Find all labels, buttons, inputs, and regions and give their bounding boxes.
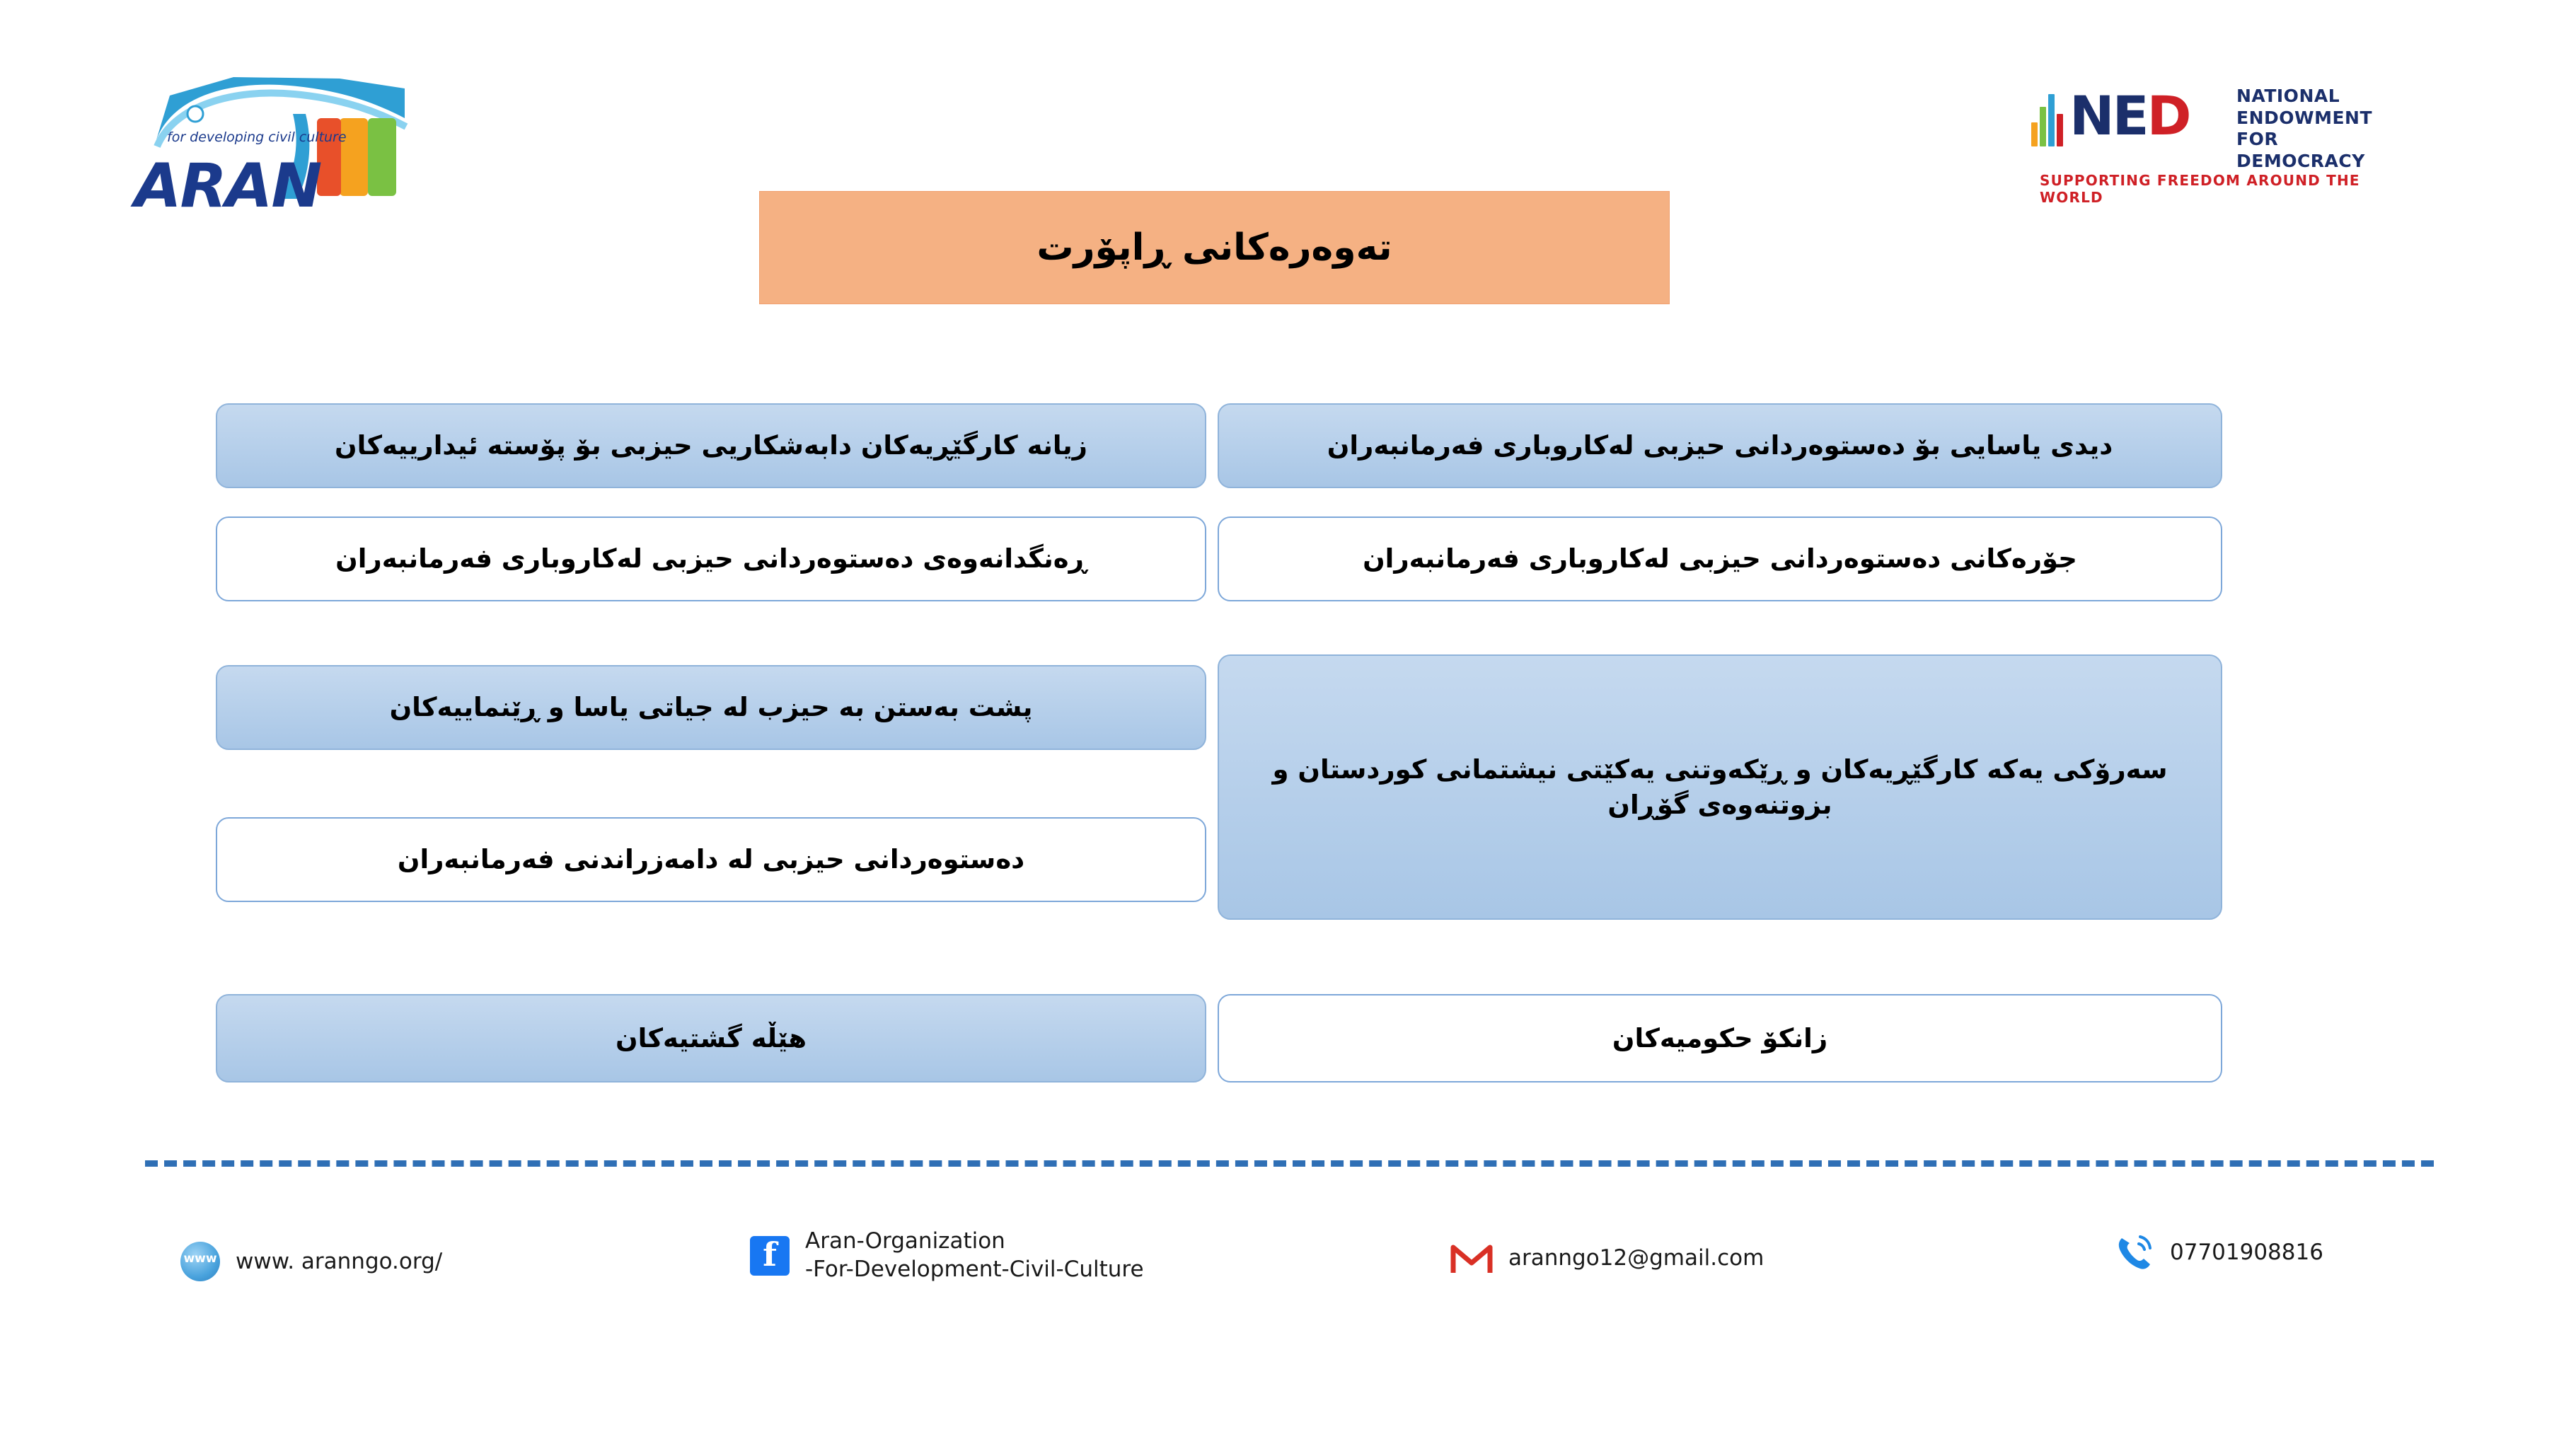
facebook-icon: f [750, 1236, 790, 1276]
aran-logo-wordmark: ARAN [134, 151, 321, 221]
ned-logo-wordmark [2069, 84, 2190, 147]
globe-icon [180, 1242, 220, 1281]
topic-box-left-1: زیانە کارگێڕیەکان دابەشکاریی حیزبی بۆ پۆستە ئیدارییەکان [216, 403, 1206, 488]
ned-logo [2031, 74, 2413, 209]
ned-stack-line-3: FOR [2236, 129, 2279, 149]
ned-logo-bars-icon [2031, 90, 2067, 146]
topic-box-right-3: سەرۆکی یەکە کارگێڕیەکان و ڕێکەوتنی یەکێتی نیشتمانی کوردستان و بزوتنەوەی گۆڕان [1218, 654, 2222, 920]
footer-website-text: www. aranngo.org/ [236, 1249, 443, 1274]
topic-box-left-3: پشت بەستن بە حیزب لە جیاتی یاسا و ڕێنماییەکان [216, 665, 1206, 750]
ned-word-ne: NE [2069, 84, 2147, 147]
footer-facebook-line-2: -For-Development-Civil-Culture [805, 1256, 1144, 1282]
aran-logo [127, 74, 424, 219]
topic-box-right-1: دیدی یاسایی بۆ دەستوەردانی حیزبی لەکاروباری فەرمانبەران [1218, 403, 2222, 488]
ned-logo-subtitle: SUPPORTING FREEDOM AROUND THE WORLD [2040, 172, 2360, 206]
ned-stack-line-2: ENDOWMENT [2236, 107, 2373, 128]
footer-website[interactable] [180, 1242, 442, 1281]
topic-box-left-4: دەستوەردانی حیزبی لە دامەزراندنی فەرمانبەران [216, 817, 1206, 902]
ned-stack-line-1: NATIONAL [2236, 86, 2340, 106]
aran-logo-tagline: for developing civil culture [167, 129, 347, 145]
page-title: تەوەرەکانی ڕاپۆرت [759, 191, 1670, 304]
phone-icon [2112, 1231, 2154, 1274]
footer-facebook-text [805, 1228, 1144, 1283]
ned-stack-line-4: DEMOCRACY [2236, 150, 2365, 171]
footer-divider [145, 1160, 2434, 1167]
ned-logo-stack [2236, 86, 2372, 172]
footer-phone[interactable] [2112, 1231, 2323, 1274]
topic-box-right-2: جۆرەکانی دەستوەردانی حیزبی لەکاروباری فەرمانبەران [1218, 516, 2222, 601]
topic-box-right-4: زانکۆ حکومیەکان [1218, 994, 2222, 1083]
footer-email[interactable] [1450, 1242, 1764, 1274]
footer-phone-text: 07701908816 [2170, 1240, 2323, 1265]
topic-box-left-5: هێڵە گشتیەکان [216, 994, 1206, 1083]
topic-box-left-2: ڕەنگدانەوەی دەستوەردانی حیزبی لەکاروباری فەرمانبەران [216, 516, 1206, 601]
gmail-icon [1450, 1242, 1493, 1274]
footer-facebook[interactable] [750, 1228, 1144, 1283]
ned-word-d: D [2147, 84, 2190, 147]
footer-facebook-line-1: Aran-Organization [805, 1228, 1005, 1254]
footer-email-text: aranngo12@gmail.com [1508, 1245, 1764, 1271]
